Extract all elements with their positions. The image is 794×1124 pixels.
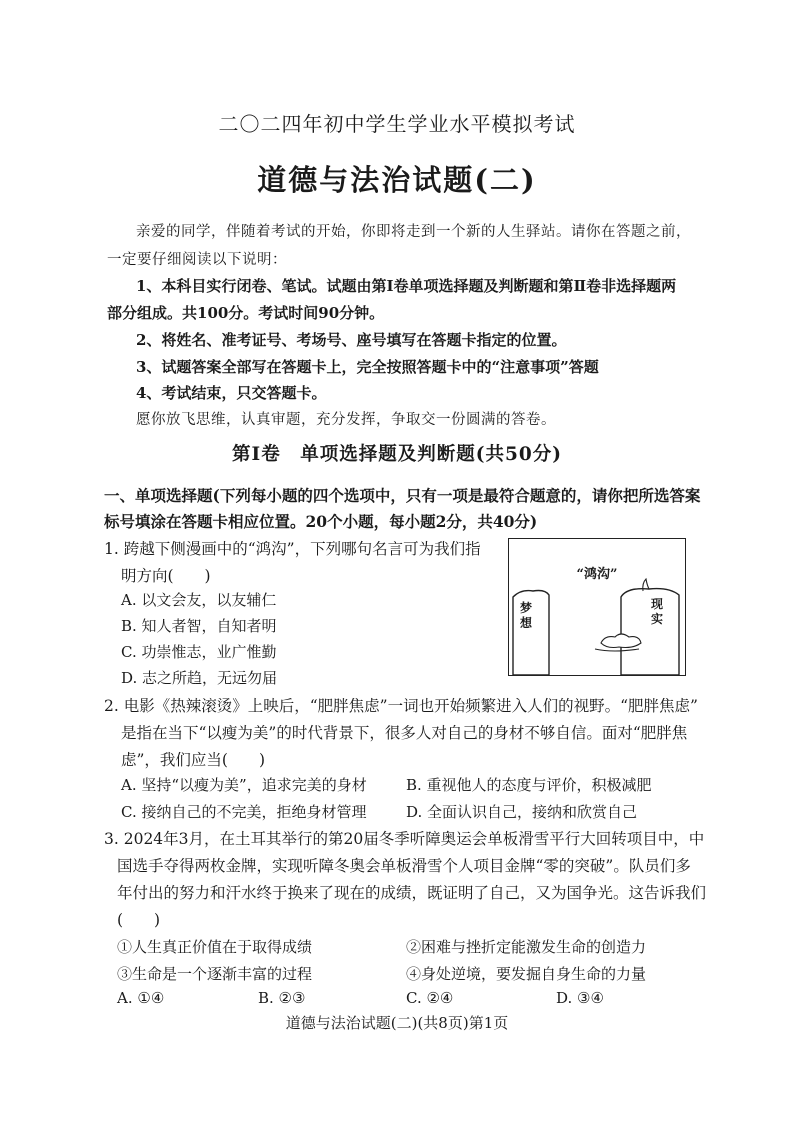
exam-header: 二〇二四年初中学生学业水平模拟考试: [218, 112, 576, 136]
q3-statement-2: ②困难与挫折定能激发生命的创造力: [406, 938, 647, 956]
q3-option-b: B. ②③: [258, 989, 306, 1007]
q3-statement-1: ①人生真正价值在于取得成绩: [117, 938, 313, 956]
q1-stem-1: 1. 跨越下侧漫画中的“鸿沟”，下列哪句名言可为我们指: [104, 540, 481, 558]
cartoon-reality-label: 现实: [651, 597, 664, 626]
notice-2: 2、将姓名、准考证号、考场号、座号填写在答题卡指定的位置。: [136, 331, 567, 349]
q1-option-d: D. 志之所趋，无远勿届: [121, 669, 278, 687]
q2-stem-1: 2. 电影《热辣滚烫》上映后，“肥胖焦虑”一词也开始频繁进入人们的视野。“肥胖焦虑”: [104, 697, 698, 715]
q3-stem-1: 3. 2024年3月，在土耳其举行的第20届冬季听障奥运会单板滑雪平行大回转项目中，中: [104, 830, 705, 848]
q2-stem-3: 虑”，我们应当( ): [121, 751, 266, 769]
q1-option-c: C. 功崇惟志，业广惟勤: [121, 643, 277, 661]
reality-cliff: [621, 589, 679, 675]
cartoon-dream-label: 梦想: [520, 601, 533, 630]
notice-1-cont: 部分组成。共100分。考试时间90分钟。: [107, 304, 385, 322]
q3-option-a: A. ①④: [117, 989, 165, 1007]
part1-instruction-2: 标号填涂在答题卡相应位置。20个小题，每小题2分，共40分): [104, 512, 538, 531]
part1-instruction-1: 一、单项选择题(下列每小题的四个选项中，只有一项是最符合题意的，请你把所选答案: [104, 486, 701, 505]
q2-stem-2: 是指在当下“以瘦为美”的时代背景下，很多人对自己的身材不够自信。面对“肥胖焦: [121, 724, 688, 742]
q3-option-c: C. ②④: [406, 989, 454, 1007]
q3-stem-3: 年付出的努力和汗水终于换来了现在的成绩，既证明了自己，又为国争光。这告诉我们: [117, 884, 707, 902]
blessing: 愿你放飞思维，认真审题，充分发挥，争取交一份圆满的答卷。: [136, 412, 556, 428]
gap-cartoon: [508, 538, 686, 676]
q3-stem-4: ( ): [117, 911, 161, 929]
q1-stem-2: 明方向( ): [121, 567, 211, 585]
q3-option-d: D. ③④: [556, 989, 604, 1007]
q2-option-a: A. 坚持“以瘦为美”，追求完美的身材: [121, 776, 367, 794]
q3-statement-3: ③生命是一个逐渐丰富的过程: [117, 965, 313, 983]
notice-4: 4、考试结束，只交答题卡。: [136, 384, 327, 402]
cartoon-caption: “鸿沟”: [576, 567, 618, 582]
intro-line-1: 亲爱的同学，伴随着考试的开始，你即将走到一个新的人生驿站。请你在答题之前，: [136, 224, 691, 240]
q2-option-c: C. 接纳自己的不完美，拒绝身材管理: [121, 803, 367, 821]
q2-option-d: D. 全面认识自己，接纳和欣赏自己: [406, 803, 638, 821]
intro-line-2: 一定要仔细阅读以下说明：: [107, 252, 287, 268]
section-title: 第Ⅰ卷 单项选择题及判断题(共50分): [232, 444, 562, 465]
q2-option-b: B. 重视他人的态度与评价，积极减肥: [406, 776, 652, 794]
q1-option-b: B. 知人者智，自知者明: [121, 617, 277, 635]
q1-option-a: A. 以文会友，以友辅仁: [121, 591, 277, 609]
exam-title: 道德与法治试题(二): [257, 163, 537, 197]
page-footer: 道德与法治试题(二)(共8页)第1页: [285, 1014, 509, 1032]
q3-statement-4: ④身处逆境，要发掘自身生命的力量: [406, 965, 647, 983]
notice-1: 1、本科目实行闭卷、笔试。试题由第Ⅰ卷单项选择题及判断题和第Ⅱ卷非选择题两: [136, 277, 677, 295]
q3-stem-2: 国选手夺得两枚金牌，实现听障冬奥会单板滑雪个人项目金牌“零的突破”。队员们多: [117, 857, 691, 875]
notice-3: 3、试题答案全部写在答题卡上，完全按照答题卡中的“注意事项”答题: [136, 358, 599, 376]
